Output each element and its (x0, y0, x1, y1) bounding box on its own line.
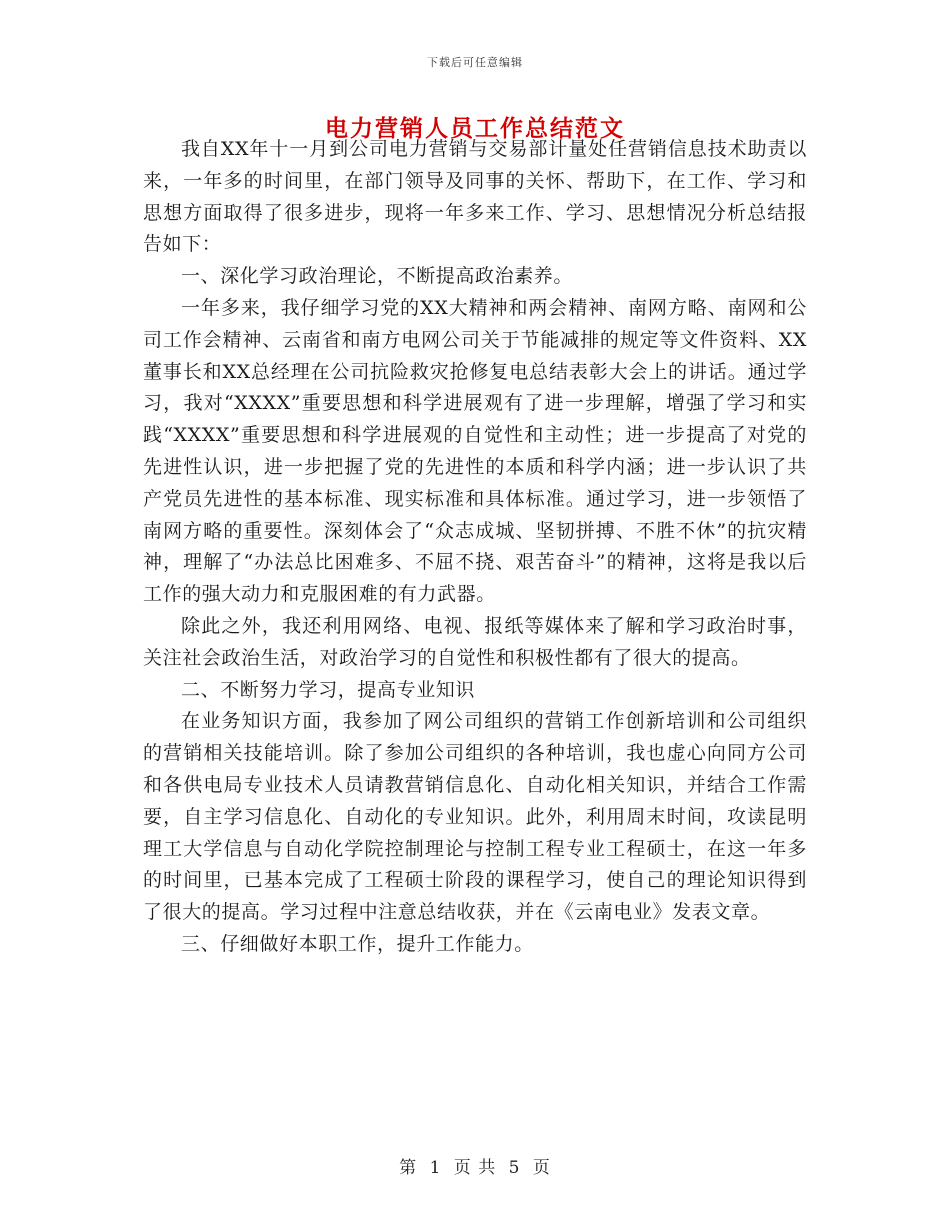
section-heading-3: 三、仔细做好本职工作，提升工作能力。 (181, 932, 534, 955)
header-note: 下载后可任意编辑 (427, 56, 523, 69)
footer-suffix: 页 (532, 1158, 551, 1178)
footer-middle: 页 共 (453, 1158, 497, 1178)
footer-total-pages: 5 (508, 1158, 521, 1178)
page-footer (0, 1153, 950, 1178)
document-title: 电力营销人员工作总结范文 (325, 115, 625, 142)
paragraph-section-2: 在业务知识方面，我参加了网公司组织的营销工作创新培训和公司组织的营销相关技能培训。除了参加公司组织的各种培训，我也虚心向同方公司和各供电局专业技术人员请教营销信息化、自动化相关知识，并结合工作需要，自主学习信息化、自动化的专业知识。此外，利用周末时间，攻读昆明理工大学信息与自动化学院控制理论与控制工程专业工程硕士，在这一年多的时间里，已基本完成了工程硕士阶段的课程学习，使自己的理论知识得到了很大的提高。学习过程中注意总结收获，并在《云南电业》发表文章。 (143, 710, 807, 924)
footer-page-number: 1 (429, 1158, 442, 1178)
paragraph-intro: 我自XX年十一月到公司电力营销与交易部计量处任营销信息技术助责以来，一年多的时间里，在部门领导及同事的关怀、帮助下，在工作、学习和思想方面取得了很多进步，现将一年多来工作、学习、思想情况分析总结报告如下： (143, 138, 807, 256)
footer-prefix: 第 (399, 1158, 418, 1178)
section-heading-2: 二、不断努力学习，提高专业知识 (181, 678, 476, 701)
paragraph-section-1: 一年多来，我仔细学习党的XX大精神和两会精神、南网方略、南网和公司工作会精神、云南省和南方电网公司关于节能减排的规定等文件资料、XX董事长和XX总经理在公司抗险救灾抢修复电总结表彰大会上的讲话。通过学习，我对“XXXX”重要思想和科学进展观有了进一步理解，增强了学习和实践“XXXX”重要思想和科学进展观的自觉性和主动性；进一步提高了对党的先进性认识，进一步把握了党的先进性的本质和科学内涵；进一步认识了共产党员先进性的基本标准、现实标准和具体标准。通过学习，进一步领悟了南网方略的重要性。深刻体会了“众志成城、坚韧拼搏、不胜不休”的抗灾精神，理解了“办法总比困难多、不屈不挠、艰苦奋斗”的精神，这将是我以后工作的强大动力和克服困难的有力武器。 (143, 296, 807, 606)
paragraph-section-1b: 除此之外，我还利用网络、电视、报纸等媒体来了解和学习政治时事，关注社会政治生活，对政治学习的自觉性和积极性都有了很大的提高。 (143, 614, 807, 669)
document-body (143, 134, 807, 961)
section-heading-1: 一、深化学习政治理论，不断提高政治素养。 (181, 265, 574, 288)
